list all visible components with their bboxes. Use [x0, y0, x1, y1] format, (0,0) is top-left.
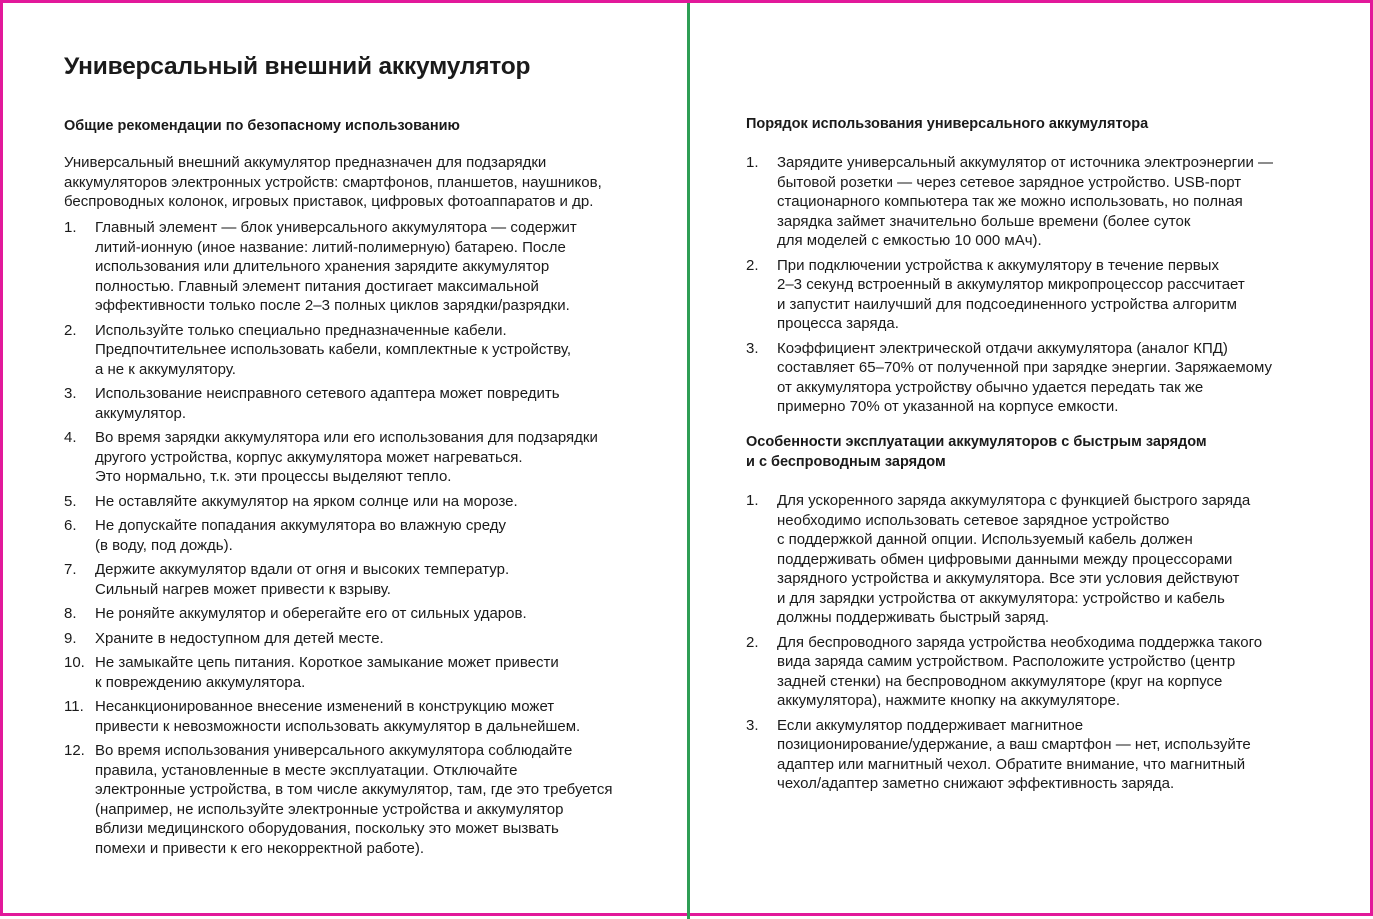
list-item-line: и для зарядки устройства от аккумулятора: устройство и кабель [777, 589, 1225, 607]
list-item-line: правила, установленные в месте эксплуатации. Отключайте [95, 761, 518, 779]
list-item [64, 697, 612, 736]
list-item-line: Используйте только специально предназначенные кабели. [95, 321, 507, 339]
list-item-line: должны поддерживать быстрый заряд. [777, 609, 1050, 626]
list-item-number: 2. [746, 256, 759, 274]
document-title: Универсальный внешний аккумулятор [64, 53, 531, 80]
list-item-line: Несанкционированное внесение изменений в конструкцию может [95, 698, 555, 715]
list-item-line: от аккумулятора устройству обычно удается передать так же [777, 378, 1204, 396]
list-item-line: Для беспроводного заряда устройства необходима поддержка такого [777, 633, 1263, 651]
safety-heading: Общие рекомендации по безопасному использованию [64, 118, 460, 134]
list-item-line: Не допускайте попадания аккумулятора во влажную среду [95, 517, 506, 534]
list-item-line: с поддержкой данной опции. Используемый кабель должен [777, 531, 1193, 548]
list-item-number: 10. [64, 654, 85, 671]
list-item-line: Зарядите универсальный аккумулятор от источника электроэнергии — [777, 154, 1274, 171]
intro-line: Универсальный внешний аккумулятор предназначен для подзарядки [64, 154, 547, 171]
list-item-number: 6. [64, 517, 77, 534]
list-item-line: Коэффициент электрической отдачи аккумулятора (аналог КПД) [777, 339, 1228, 357]
fast-charge-heading-line: и с беспроводным зарядом [746, 453, 946, 470]
list-item-number: 8. [64, 605, 77, 622]
list-item-line: электронные устройства, в том числе аккумулятор, там, где это требуется [95, 781, 613, 798]
list-item-line: необходимо использовать сетевое зарядное устройство [777, 511, 1170, 529]
list-item [746, 339, 1273, 417]
list-item-line: составляет 65–70% от полученной при зарядке энергии. Заряжаемому [777, 359, 1272, 376]
list-item [746, 633, 1262, 711]
list-item [64, 604, 612, 624]
list-item-line: Во время зарядки аккумулятора или его использования для подзарядки [95, 429, 598, 446]
list-item-line: задней стенки) на беспроводном аккумуляторе (круг на корпусе [777, 672, 1223, 690]
list-item [64, 218, 612, 316]
list-item-number: 12. [64, 742, 85, 759]
list-item-line: примерно 70% от указанной на корпусе емкости. [777, 398, 1119, 415]
usage-list [746, 153, 1273, 422]
list-item-line: Не оставляйте аккумулятор на ярком солнце или на морозе. [95, 492, 518, 510]
list-item [64, 321, 612, 380]
list-item-line: Предпочтительнее использовать кабели, комплектные к устройству, [95, 341, 572, 358]
list-item-number: 2. [746, 633, 759, 651]
list-item-line: адаптер или магнитный чехол. Обратите внимание, что магнитный [777, 755, 1246, 773]
list-item-line: процесса заряда. [777, 315, 899, 332]
list-item [746, 256, 1273, 334]
list-item-line: бытовой розетки — через сетевое зарядное устройство. USB-порт [777, 173, 1242, 191]
intro-paragraph [64, 153, 602, 212]
list-item [64, 653, 612, 692]
list-item-line: литий-ионную (иное название: литий-полимерную) батарею. После [95, 238, 566, 256]
list-item-line: (в воду, под дождь). [95, 536, 233, 554]
list-item-line: поддерживать обмен цифровыми данными между процессорами [777, 550, 1233, 568]
list-item [64, 492, 612, 512]
list-item [64, 384, 612, 423]
fast-charge-list [746, 491, 1262, 799]
list-item-line: привести к невозможности использовать аккумулятор в дальнейшем. [95, 717, 581, 735]
list-item [64, 629, 612, 649]
list-item-line: При подключении устройства к аккумулятору в течение первых [777, 256, 1219, 274]
list-item [64, 741, 612, 858]
list-item-number: 5. [64, 492, 77, 510]
list-item-line: Для ускоренного заряда аккумулятора с функцией быстрого заряда [777, 492, 1251, 509]
list-item-number: 2. [64, 321, 77, 339]
list-item-line: полностью. Главный элемент питания достигает максимальной [95, 277, 539, 295]
list-item [64, 428, 612, 487]
list-item-line: Если аккумулятор поддерживает магнитное [777, 716, 1084, 734]
list-item-line: Главный элемент — блок универсального аккумулятора — содержит [95, 219, 577, 236]
list-item [746, 491, 1262, 628]
list-item-number: 9. [64, 629, 77, 647]
list-item-line: для моделей с емкостью 10 000 мАч). [777, 232, 1042, 249]
list-item-line: и запустит наилучший для подсоединенного устройства алгоритм [777, 295, 1237, 313]
list-item-line: 2–3 секунд встроенный в аккумулятор микропроцессор рассчитает [777, 276, 1245, 293]
list-item-line: помехи и привести к его некорректной работе). [95, 839, 425, 857]
list-item-line: Во время использования универсального аккумулятора соблюдайте [95, 742, 573, 759]
list-item-line: аккумулятор. [95, 404, 187, 422]
page-fold-divider [687, 3, 690, 919]
fast-charge-heading-line: Особенности эксплуатации аккумуляторов с быстрым зарядом [746, 434, 1207, 450]
list-item-line: зарядного устройства и аккумулятора. Все эти условия действуют [777, 570, 1240, 587]
list-item-number: 3. [64, 385, 77, 402]
list-item-line: вида заряда самим устройством. Расположите устройство (центр [777, 653, 1236, 670]
list-item-line: вблизи медицинского оборудования, поскольку это может вызвать [95, 820, 559, 837]
list-item-line: другого устройства, корпус аккумулятора может нагреваться. [95, 448, 523, 466]
list-item-line: Держите аккумулятор вдали от огня и высоких температур. [95, 561, 510, 578]
list-item-number: 7. [64, 561, 77, 578]
list-item [746, 716, 1262, 794]
list-item-line: эффективности только после 2–3 полных циклов зарядки/разрядки. [95, 297, 570, 314]
list-item-line: Сильный нагрев может привести к взрыву. [95, 580, 391, 598]
list-item-line: Использование неисправного сетевого адаптера может повредить [95, 385, 560, 402]
intro-line: беспроводных колонок, игровых приставок, цифровых фотоаппаратов и др. [64, 193, 594, 210]
list-item-number: 3. [746, 716, 759, 734]
list-item-line: Храните в недоступном для детей месте. [95, 629, 384, 647]
fast-charge-heading [746, 433, 1207, 472]
list-item-line: позиционирование/удержание, а ваш смартфон — нет, используйте [777, 736, 1251, 753]
list-item [64, 516, 612, 555]
list-item-line: стационарного компьютера так же можно использовать, но полная [777, 193, 1243, 210]
usage-heading: Порядок использования универсального аккумулятора [746, 116, 1149, 132]
list-item-line: чехол/адаптер заметно снижают эффективность заряда. [777, 775, 1175, 792]
safety-list [64, 218, 612, 863]
intro-line: аккумуляторов электронных устройств: смартфонов, планшетов, наушников, [64, 173, 602, 191]
list-item-line: (например, не используйте электронные устройства и аккумулятор [95, 800, 564, 818]
list-item-line: аккумулятора), нажмите кнопку на аккумуляторе. [777, 692, 1121, 709]
list-item-number: 1. [64, 219, 77, 236]
list-item-line: использования или длительного хранения зарядите аккумулятор [95, 258, 550, 275]
list-item-line: Не замыкайте цепь питания. Короткое замыкание может привести [95, 654, 559, 671]
list-item-line: Это нормально, т.к. эти процессы выделяют тепло. [95, 468, 452, 485]
list-item-number: 4. [64, 429, 77, 446]
list-item-number: 11. [64, 698, 84, 715]
list-item-line: Не роняйте аккумулятор и оберегайте его от сильных ударов. [95, 605, 527, 622]
list-item [746, 153, 1273, 251]
list-item [64, 560, 612, 599]
list-item-line: а не к аккумулятору. [95, 360, 236, 378]
list-item-line: зарядка займет значительно больше времени (более суток [777, 212, 1191, 230]
list-item-number: 3. [746, 339, 759, 357]
list-item-number: 1. [746, 154, 759, 171]
list-item-line: к повреждению аккумулятора. [95, 673, 306, 691]
list-item-number: 1. [746, 492, 759, 509]
